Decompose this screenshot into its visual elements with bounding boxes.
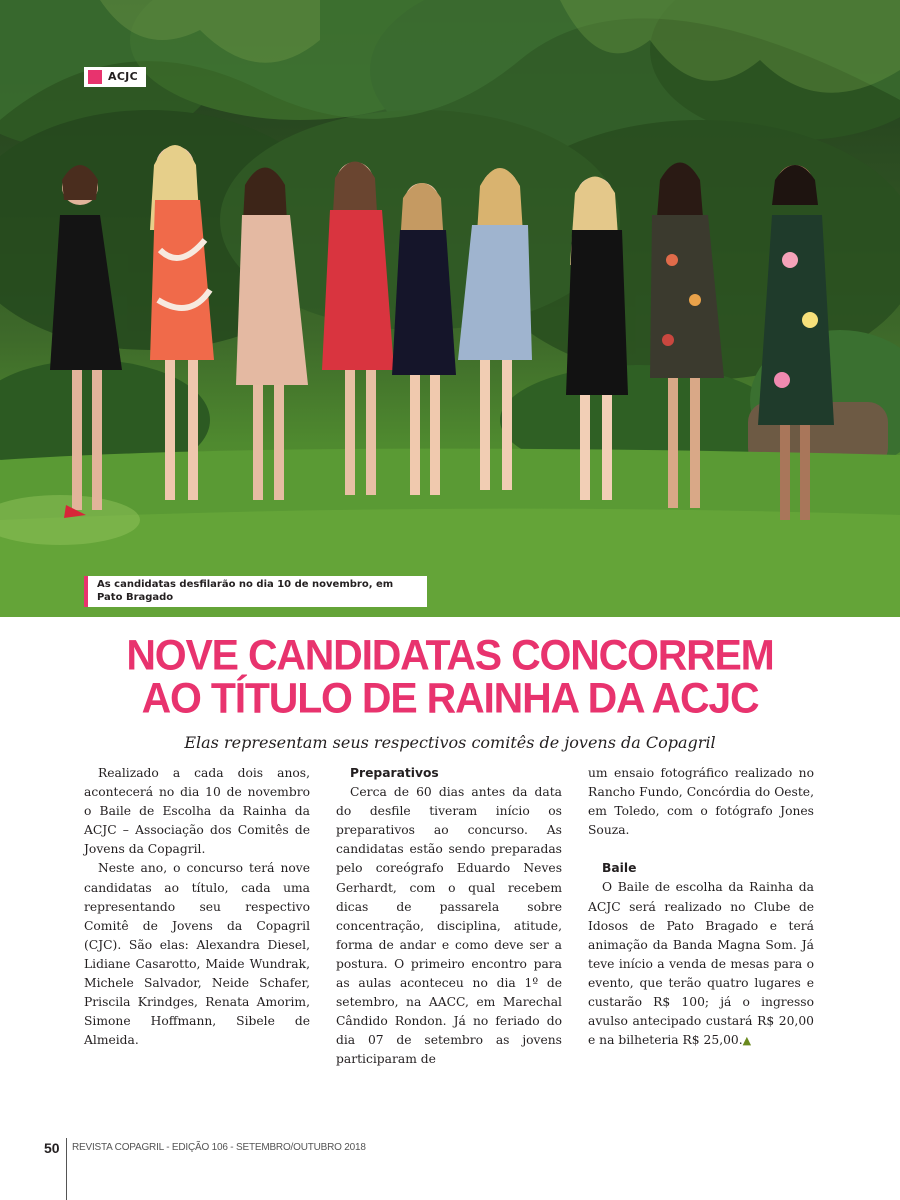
- headline-line-1: NOVE CANDIDATAS CONCORREM: [126, 630, 774, 680]
- paragraph: um ensaio fotográfico realizado no Rancho Fundo, Concórdia do Oeste, em Toledo, com o fotógrafo Jones Souza.: [588, 766, 814, 838]
- section-tag-marker: [88, 70, 102, 84]
- article-headline: [0, 630, 900, 723]
- paragraph: Neste ano, o concurso terá nove candidatas ao título, cada uma representando seu respectivo Comitê de Jovens da Copagril (CJC). São elas: Alexandra Diesel, Lidiane Casarotto, Maide Wundrak, Michele Salvador, Neide Schafer, Priscila Krindges, Renata Amorim, Simone Hoffmann, Sibele de Almeida.: [84, 861, 310, 1048]
- article-subtitle: Elas representam seus respectivos comitês de jovens da Copagril: [184, 733, 716, 752]
- section-tag: [84, 67, 146, 87]
- column-3: [588, 764, 814, 1050]
- column-1: [84, 764, 310, 1050]
- photo-caption: As candidatas desfilarão no dia 10 de novembro, em Pato Bragado: [84, 576, 427, 607]
- footer-divider: [66, 1138, 67, 1200]
- copagril-leaf-icon: ▲: [742, 1034, 752, 1048]
- section-heading-preparativos: Preparativos: [350, 766, 439, 780]
- paragraph: Realizado a cada dois anos, acontecerá no dia 10 de novembro o Baile de Escolha da Rainha da ACJC – Associação dos Comitês de Jovens da Copagril.: [84, 766, 310, 857]
- paragraph: Cerca de 60 dias antes da data do desfile tiveram início os preparativos ao concurso. As candidatas estão sendo preparadas pelo coreógrafo Eduardo Neves Gerhardt, com o qual recebem dicas de passarela sobre concentração, disciplina, atitude, forma de andar e como deve ser a postura. O primeiro encontro para as aulas aconteceu no dia 1º de setembro, na AACC, em Marechal Cândido Rondon. Já no feriado do dia 07 de setembro as jovens participaram de: [336, 785, 562, 1067]
- section-heading-baile: Baile: [602, 861, 637, 876]
- spacer: [588, 840, 814, 859]
- headline-line-2: AO TÍTULO DE RAINHA DA ACJC: [141, 673, 759, 723]
- section-tag-label: ACJC: [108, 70, 138, 83]
- page-number: 50: [44, 1140, 60, 1156]
- column-2: [336, 764, 562, 1070]
- paragraph-final: [588, 878, 814, 1050]
- magazine-issue-line: REVISTA COPAGRIL - EDIÇÃO 106 - SETEMBRO/OUTUBRO 2018: [72, 1142, 366, 1153]
- paragraph-text: O Baile de escolha da Rainha da ACJC será realizado no Clube de Idosos de Pato Bragado e terá animação da Banda Magna Som. Já teve início a venda de mesas para o evento, que terão quatro lugares e custarão R$ 100; já o ingresso avulso antecipado custará R$ 20,00 e na bilheteria R$ 25,00.: [588, 880, 814, 1048]
